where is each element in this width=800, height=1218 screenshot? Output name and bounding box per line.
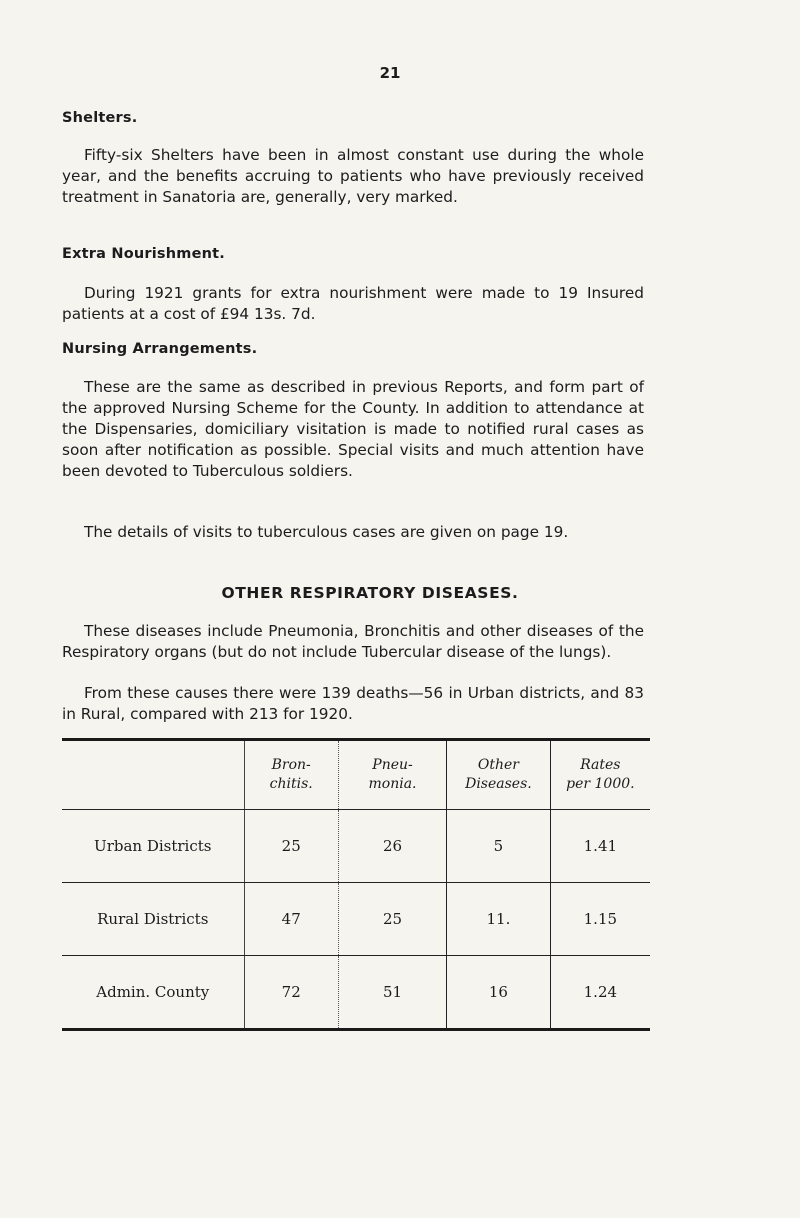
paragraph-nursing-visits: The details of visits to tuberculous cases are given on page 19.: [84, 523, 569, 541]
heading-nursing: Nursing Arrangements.: [62, 341, 258, 357]
paragraph-respiratory-deaths: From these causes there were 139 deaths—56 in Urban districts, and 83 in Rural, compared with 213 for 1920.: [62, 684, 644, 723]
paragraph-extra-nourishment: During 1921 grants for extra nourishment were made to 19 Insured patients at a cost of £94 13s. 7d.: [62, 284, 644, 323]
paragraph-nursing: These are the same as described in previous Reports, and form part of the approved Nursing Scheme for the County. In addition to attendance at the Dispensaries, domiciliary visitation is made to notified rural cases as soon after notification as possible. Special visits and much attention have been devoted to Tuberculous soldiers.: [62, 378, 644, 480]
table-row: [62, 956, 650, 1030]
cell-pneumonia: 26: [338, 810, 446, 883]
cell-other: 11.: [447, 883, 551, 956]
header-pneumonia: Pneu- monia.: [338, 740, 446, 810]
cell-other: 16: [447, 956, 551, 1030]
cell-other: 5: [447, 810, 551, 883]
cell-rate: 1.15: [550, 883, 650, 956]
table-row: [62, 883, 650, 956]
row-label: Admin. County: [96, 983, 210, 1001]
cell-rate: 1.41: [550, 810, 650, 883]
header-rates: Rates per 1000.: [550, 740, 650, 810]
table-row: [62, 810, 650, 883]
respiratory-deaths-table: [62, 738, 650, 1031]
section-title-respiratory: OTHER RESPIRATORY DISEASES.: [221, 584, 519, 602]
header-other-diseases: Other Diseases.: [447, 740, 551, 810]
row-label: Rural Districts: [62, 883, 244, 956]
heading-shelters: Shelters.: [62, 110, 138, 126]
row-label: Urban Districts: [62, 810, 244, 883]
cell-bronchitis: 47: [244, 883, 338, 956]
page-number: 21: [379, 64, 401, 82]
cell-bronchitis: 25: [244, 810, 338, 883]
table-header-row: [62, 740, 650, 810]
header-blank: [62, 740, 244, 810]
header-bronchitis: Bron- chitis.: [244, 740, 338, 810]
cell-pneumonia: 51: [338, 956, 446, 1030]
paragraph-respiratory: These diseases include Pneumonia, Bronchitis and other diseases of the Respiratory organs (but do not include Tubercular disease of the lungs).: [62, 622, 644, 661]
cell-pneumonia: 25: [338, 883, 446, 956]
paragraph-shelters: Fifty-six Shelters have been in almost constant use during the whole year, and the benefits accruing to patients who have previously received treatment in Sanatoria are, generally, very marked.: [62, 146, 644, 206]
heading-extra-nourishment: Extra Nourishment.: [62, 246, 225, 262]
cell-bronchitis: 72: [244, 956, 338, 1030]
cell-rate: 1.24: [550, 956, 650, 1030]
